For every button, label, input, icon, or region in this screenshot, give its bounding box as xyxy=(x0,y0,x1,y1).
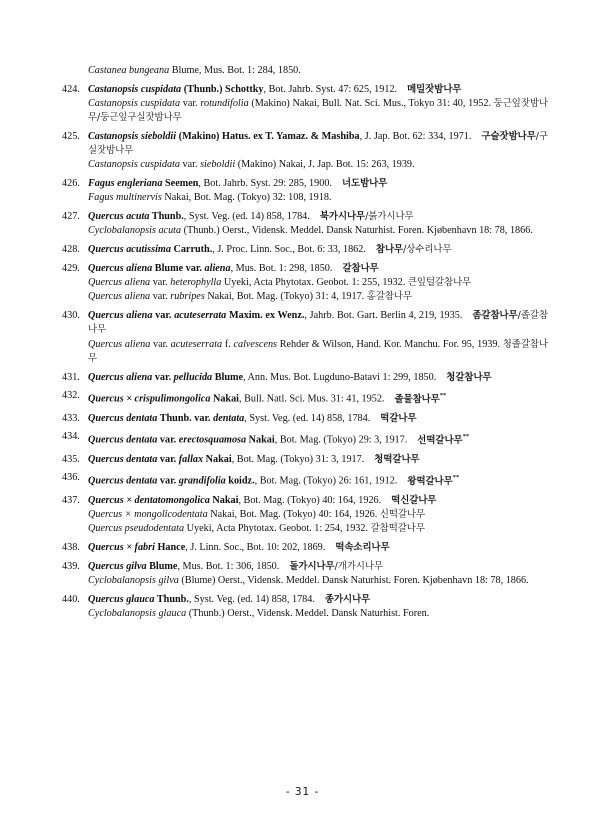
synonym-text: var. xyxy=(150,338,171,350)
species-entry xyxy=(62,130,548,173)
synonym-text: Nakai, Bot. Mag. (Tokyo) 32: 108, 1918. xyxy=(161,192,332,204)
species-entry xyxy=(62,243,548,257)
citation: , Bot. Mag. (Tokyo) 40: 164, 1926. xyxy=(238,494,382,506)
species-entry xyxy=(62,430,548,448)
accepted-name-line xyxy=(88,494,548,508)
species-entry xyxy=(62,262,548,305)
accepted-name-line xyxy=(88,412,548,426)
accepted-name-line xyxy=(88,389,548,407)
species-entry xyxy=(62,210,548,238)
synonym-name: Quercus aliena xyxy=(88,291,151,303)
synonym-name: Fagus multinervis xyxy=(88,192,162,204)
accepted-name-line xyxy=(88,309,548,337)
endemic-mark: ** xyxy=(439,392,447,400)
author-infra: koidz. xyxy=(225,475,255,487)
accepted-name-line xyxy=(88,243,548,257)
entry-number: 433. xyxy=(62,412,80,424)
synonym-line xyxy=(88,574,548,588)
scientific-name: Quercus dentata xyxy=(88,475,158,487)
korean-name: 청갈참나무 xyxy=(446,371,492,383)
author: var. xyxy=(157,434,179,446)
species-entry xyxy=(62,389,548,407)
scientific-name: Quercus aliena xyxy=(88,310,153,322)
entry-number: 424. xyxy=(62,83,80,95)
synonym-name: Cyclobalanopsis acuta xyxy=(88,225,182,237)
citation: , Ann. Mus. Bot. Lugduno-Batavi 1: 299, 1850. xyxy=(243,371,437,383)
synonym-korean-name: 큰잎털갈참나무 xyxy=(407,277,472,289)
korean-name: 선떡갈나무 xyxy=(417,434,463,446)
author: Hance xyxy=(154,541,186,553)
citation: , Bot. Jahrb. Syst. 47: 625, 1912. xyxy=(263,83,398,95)
scientific-name: Quercus × crispulimongolica xyxy=(88,393,211,405)
citation: , Syst. Veg. (ed. 14) 858, 1784. xyxy=(244,412,371,424)
korean-name: 좀갈참나무 xyxy=(472,310,518,322)
scientific-name: Quercus dentata xyxy=(88,412,158,424)
scientific-name-infra: pellucida xyxy=(173,371,213,383)
accepted-name-line xyxy=(88,471,548,489)
species-entry xyxy=(62,371,548,385)
synonym-text: var. xyxy=(180,98,201,109)
accepted-name-line xyxy=(88,560,548,574)
entry-number: 434. xyxy=(62,431,80,443)
synonym-infra-name: acuteserrata xyxy=(170,338,223,350)
scientific-name: Quercus dentata xyxy=(88,434,158,446)
korean-name: 갈참나무 xyxy=(342,263,379,274)
synonym-name: Quercus × mongolicodentata xyxy=(88,508,208,520)
species-entry xyxy=(62,309,548,366)
synonym-text: var. xyxy=(150,291,171,303)
citation: , Bull. Natl. Sci. Mus. 31: 41, 1952. xyxy=(239,393,385,405)
accepted-name-line xyxy=(88,593,548,607)
citation: , Syst. Veg. (ed. 14) 858, 1784. xyxy=(183,211,310,223)
author: Blume xyxy=(146,560,178,572)
scientific-name: Quercus × dentatomongolica xyxy=(88,494,210,506)
synonym-text: (Blume) Oerst., Vidensk. Meddel. Dansk Naturhist. Foren. Kjøbenhavn 18: 78, 1866. xyxy=(178,574,529,586)
scientific-name-infra: acuteserrata xyxy=(174,310,227,322)
korean-name: 너도밤나무 xyxy=(341,178,388,190)
endemic-mark: ** xyxy=(462,433,470,441)
entry-number: 437. xyxy=(62,494,80,506)
species-entry xyxy=(62,83,548,126)
synonym-line xyxy=(88,64,548,78)
korean-name-alt: /개가시나무 xyxy=(334,560,384,572)
korean-name: 돌가시나무 xyxy=(289,560,335,572)
synonym-text: Uyeki, Acta Phytotax. Geobot. 1: 254, 1932. xyxy=(184,522,371,534)
synonym-infra-name: heterophylla xyxy=(170,277,222,289)
entry-number: 438. xyxy=(62,541,80,553)
accepted-name-line xyxy=(88,371,548,385)
species-entry xyxy=(62,593,548,621)
species-entry xyxy=(62,453,548,467)
accepted-name-line xyxy=(88,262,548,276)
scientific-name-infra: erectosquamosa xyxy=(178,434,247,446)
scientific-name: Quercus acuta xyxy=(88,211,150,223)
citation: , Jahrb. Bot. Gart. Berlin 4, 219, 1935. xyxy=(304,310,463,322)
accepted-name-line xyxy=(88,83,548,97)
korean-name: 졸물참나무 xyxy=(394,393,440,405)
entry-number: 429. xyxy=(62,263,80,274)
korean-name-alt: /붉가시나무 xyxy=(365,211,414,223)
synonym-line xyxy=(88,224,548,238)
korean-name-alt: /구실잣밤나무 xyxy=(88,131,548,157)
scientific-name: Quercus dentata xyxy=(88,453,158,465)
author: Thunb. var. xyxy=(157,412,214,424)
author: Carruth. xyxy=(170,244,213,256)
scientific-name: Quercus × fabri xyxy=(88,541,155,553)
korean-name: 메밀잣밤나무 xyxy=(407,83,462,95)
endemic-mark: ** xyxy=(452,474,460,482)
scientific-name-infra: fallax xyxy=(178,453,204,465)
synonym-line xyxy=(88,338,548,366)
korean-name: 떡신갈나무 xyxy=(391,494,437,506)
author: Blume var. xyxy=(152,263,205,274)
author: Thunb. xyxy=(149,211,184,223)
synonym-name: Castanea bungeana xyxy=(88,65,170,76)
accepted-name-line xyxy=(88,130,548,158)
species-entry xyxy=(62,471,548,489)
author: (Thunb.) Schottky xyxy=(181,83,264,95)
accepted-name-line xyxy=(88,210,548,224)
species-entry xyxy=(62,541,548,555)
entry-number: 427. xyxy=(62,211,80,223)
synonym-form-name: calvescens xyxy=(233,338,278,350)
species-entry xyxy=(62,177,548,205)
synonym-name: Quercus aliena xyxy=(88,277,151,289)
scientific-name: Castanopsis sieboldii xyxy=(88,131,177,142)
synonym-form-citation: Rehder & Wilson, Hand. Kor. Manchu. For. 95, 1939. xyxy=(277,338,503,350)
author-infra: Maxim. ex Wenz. xyxy=(226,310,305,322)
author: var. xyxy=(157,475,179,487)
scientific-name: Quercus glauca xyxy=(88,593,155,605)
entry-number: 436. xyxy=(62,472,80,484)
accepted-name-line xyxy=(88,430,548,448)
entry-number: 428. xyxy=(62,244,80,256)
scientific-name-infra: dentata xyxy=(213,412,245,424)
synonym-korean-name: 둥근잎잣밤나무/둥근잎구실잣밤나무 xyxy=(88,98,549,124)
author: var. xyxy=(152,310,175,322)
entry-number: 439. xyxy=(62,560,80,572)
author: (Makino) Hatus. ex T. Yamaz. & Mashiba xyxy=(176,131,360,142)
synonym-name: Quercus aliena xyxy=(88,338,151,350)
citation: , Mus. Bot. 1: 306, 1850. xyxy=(177,560,280,572)
korean-name: 떡갈나무 xyxy=(380,412,417,424)
author: Nakai xyxy=(209,494,239,506)
citation: , J. Proc. Linn. Soc., Bot. 6: 33, 1862. xyxy=(212,244,366,256)
citation: , Mus. Bot. 1: 298, 1850. xyxy=(230,263,333,274)
synonym-text: (Thunb.) Oerst., Vidensk. Meddel. Dansk Naturhist. Foren. xyxy=(186,607,430,619)
entry-number: 432. xyxy=(62,390,80,402)
synonym-korean-name: 갈참떡갈나무 xyxy=(370,522,425,534)
synonym-line xyxy=(88,522,548,536)
scientific-name: Quercus aliena xyxy=(88,263,153,274)
synonym-name: Castanopsis cuspidata xyxy=(88,159,180,171)
synonym-text: Nakai, Bot. Mag. (Tokyo) 40: 164, 1926. xyxy=(207,508,380,520)
scientific-name: Quercus gilva xyxy=(88,560,147,572)
korean-name: 북가시나무 xyxy=(319,211,366,223)
synonym-citation: (Makino) Nakai, Bull. Nat. Sci. Mus., Tokyo 31: 40, 1952. xyxy=(248,98,494,109)
citation: , Bot. Mag. (Tokyo) 26: 161, 1912. xyxy=(254,475,398,487)
author: Nakai xyxy=(210,393,240,405)
korean-name-alt: /상수리나무 xyxy=(403,244,452,256)
synonym-text: (Thunb.) Oerst., Vidensk. Meddel. Dansk Naturhist. Foren. Kjøbenhavn 18: 78, 1866. xyxy=(181,225,533,237)
synonym-infra-name: sieboldii xyxy=(200,159,236,171)
scientific-name: Quercus acutissima xyxy=(88,244,171,256)
species-entry xyxy=(62,494,548,537)
accepted-name-line xyxy=(88,177,548,191)
author-infra: Nakai xyxy=(203,453,232,465)
synonym-name: Castanopsis cuspidata xyxy=(88,98,181,109)
species-entry xyxy=(62,560,548,588)
species-entry xyxy=(62,412,548,426)
synonym-citation: (Makino) Nakai, J. Jap. Bot. 15: 263, 1939. xyxy=(235,159,415,171)
synonym-text: var. xyxy=(150,277,171,289)
author-infra: Blume xyxy=(212,371,244,383)
korean-name: 구슬잣밤나무 xyxy=(481,131,536,142)
page-number: - 31 - xyxy=(285,786,320,798)
scientific-name: Quercus aliena xyxy=(88,371,153,383)
entry-number: 431. xyxy=(62,371,80,383)
synonym-infra-name: rubripes xyxy=(170,291,205,303)
synonym-infra-name: rotundifolia xyxy=(200,98,249,109)
entry-number: 435. xyxy=(62,453,80,465)
scientific-name-infra: aliena xyxy=(204,263,231,274)
entry-number: 440. xyxy=(62,593,80,605)
author: Seemen xyxy=(162,178,199,190)
scientific-name: Fagus engleriana xyxy=(88,178,163,190)
author: var. xyxy=(157,453,179,465)
citation: , J. Linn. Soc., Bot. 10: 202, 1869. xyxy=(185,541,326,553)
citation: , Bot. Jahrb. Syst. 29: 285, 1900. xyxy=(198,178,332,190)
korean-name: 종가시나무 xyxy=(324,593,371,605)
citation: , Bot. Mag. (Tokyo) 31: 3, 1917. xyxy=(231,453,365,465)
synonym-name: Quercus pseudodentata xyxy=(88,522,185,534)
korean-name-alt: /졸갈참나무 xyxy=(88,310,548,336)
citation: , J. Jap. Bot. 62: 334, 1971. xyxy=(359,131,472,142)
korean-name: 왕떡갈나무 xyxy=(407,475,453,487)
synonym-text: var. xyxy=(179,159,201,171)
entry-number: 426. xyxy=(62,178,80,190)
entry-number: 425. xyxy=(62,131,80,142)
korean-name: 청떡갈나무 xyxy=(374,453,420,465)
entry-number: 430. xyxy=(62,310,80,322)
synonym-text: Blume, Mus. Bot. 1: 284, 1850. xyxy=(169,65,301,76)
synonym-name: Cyclobalanopsis glauca xyxy=(88,607,187,619)
synonym-line xyxy=(88,276,548,290)
accepted-name-line xyxy=(88,453,548,467)
synonym-line xyxy=(88,508,548,522)
synonym-citation: f. xyxy=(222,338,234,350)
synonym-line xyxy=(88,191,548,205)
synonym-citation: Nakai, Bot. Mag. (Tokyo) 31: 4, 1917. xyxy=(204,291,367,303)
synonym-name: Cyclobalanopsis gilva xyxy=(88,574,179,586)
synonym-line xyxy=(88,290,548,304)
scientific-name-infra: grandifolia xyxy=(178,475,226,487)
synonym-korean-name: 신떡갈나무 xyxy=(379,508,426,520)
synonym-line xyxy=(88,158,548,172)
author: Thunb. xyxy=(154,593,189,605)
accepted-name-line xyxy=(88,541,548,555)
scientific-name: Castanopsis cuspidata xyxy=(88,83,182,95)
species-entry xyxy=(62,64,548,78)
author-infra: Nakai xyxy=(246,434,275,446)
citation: , Bot. Mag. (Tokyo) 29: 3, 1917. xyxy=(274,434,408,446)
synonym-line xyxy=(88,607,548,621)
korean-name: 떡속소리나무 xyxy=(335,541,390,553)
korean-name: 참나무 xyxy=(375,244,404,256)
citation: , Syst. Veg. (ed. 14) 858, 1784. xyxy=(188,593,315,605)
author: var. xyxy=(152,371,174,383)
synonym-korean-name: 청졸갈참나무 xyxy=(88,338,549,364)
synonym-korean-name: 홍갈참나무 xyxy=(366,291,413,303)
species-list xyxy=(62,64,548,626)
synonym-line xyxy=(88,97,548,125)
synonym-citation: Uyeki, Acta Phytotax. Geobot. 1: 255, 1932. xyxy=(221,277,408,289)
